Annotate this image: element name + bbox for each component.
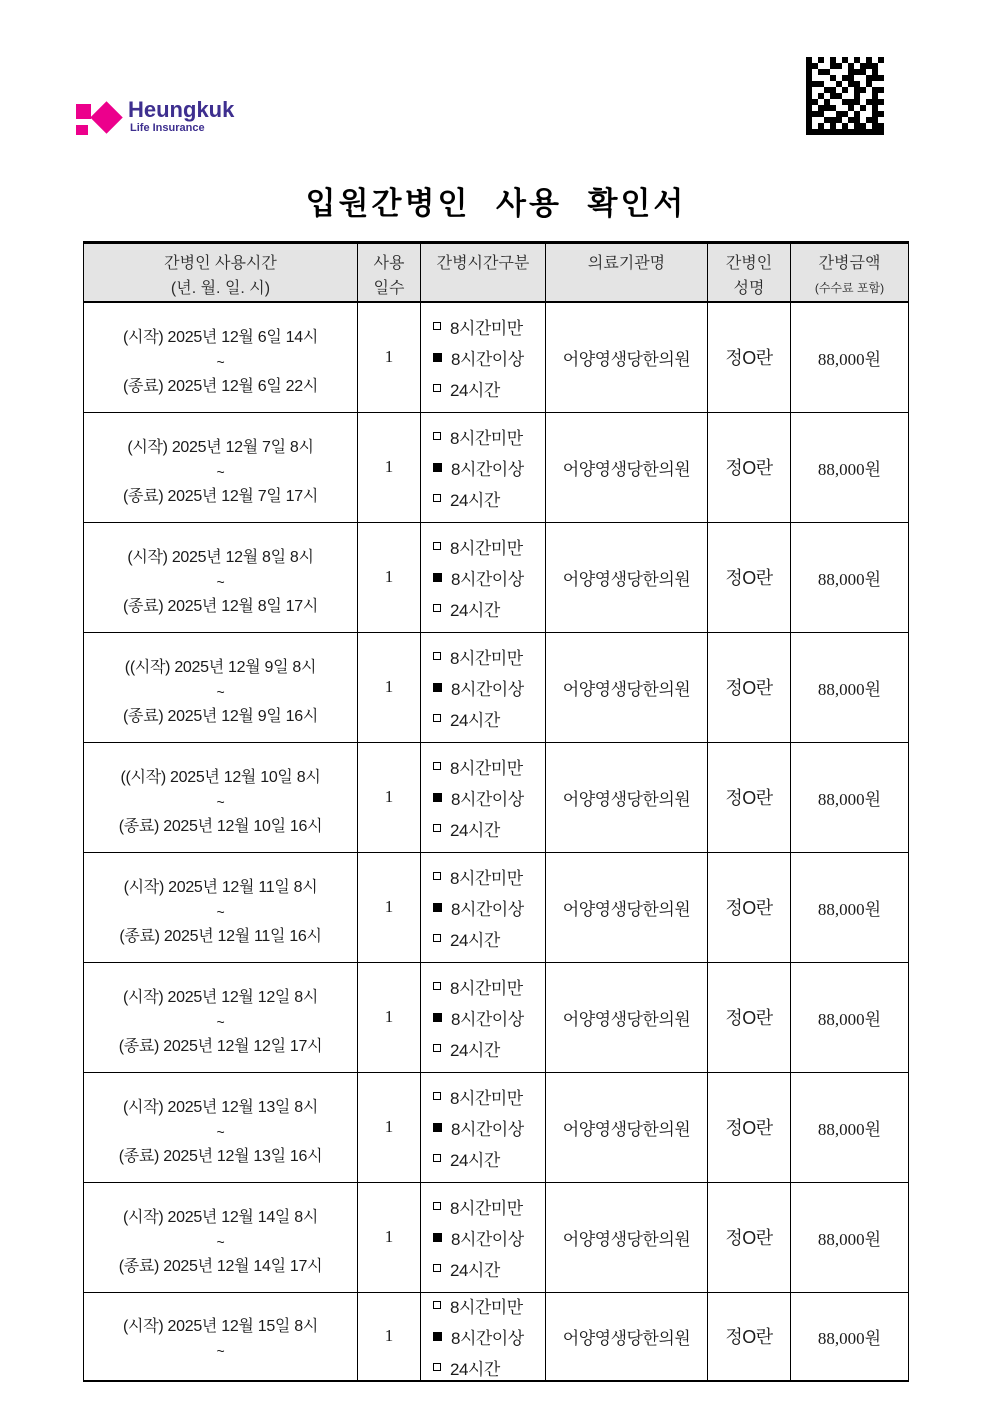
checkbox-checked-icon (433, 1123, 442, 1132)
checkbox-option (433, 644, 545, 669)
hospital-cell: 어양영생당한의원 (546, 962, 708, 1072)
header-days-line1: 사용 (373, 255, 405, 272)
checkbox-label: 24시간 (450, 820, 500, 840)
days-cell: 1 (358, 412, 421, 522)
usage-time-cell (84, 302, 358, 412)
checkbox-option (433, 1324, 545, 1349)
days-cell: 1 (358, 522, 421, 632)
amount-cell: 88,000원 (791, 852, 909, 962)
table-header (84, 243, 909, 303)
checkbox-label: 8시간이상 (451, 349, 524, 369)
end-time: (종료) 2025년 12월 7일 17시 (123, 487, 318, 505)
checkbox-checked-icon (433, 573, 442, 582)
header-days-line2: 일수 (373, 280, 405, 297)
checkbox-label: 8시간이상 (451, 899, 524, 919)
tilde-separator: ~ (216, 1123, 225, 1140)
checkbox-option (433, 1115, 545, 1140)
checkbox-unchecked-icon (433, 494, 441, 502)
end-time: (종료) 2025년 12월 14일 17시 (118, 1257, 323, 1275)
datamatrix-barcode-icon (806, 57, 884, 135)
caregiver-name-cell: 정O란 (708, 1182, 791, 1292)
amount-cell: 88,000원 (791, 302, 909, 412)
checkbox-option (433, 864, 545, 889)
caregiver-name-cell: 정O란 (708, 852, 791, 962)
tilde-separator: ~ (216, 1233, 225, 1250)
checkbox-checked-icon (433, 1233, 442, 1242)
time-category-cell (421, 962, 546, 1072)
checkbox-label: 24시간 (450, 380, 500, 400)
time-category-cell (421, 1182, 546, 1292)
checkbox-unchecked-icon (433, 1044, 441, 1052)
tilde-separator: ~ (216, 1343, 225, 1359)
end-time: (종료) 2025년 12월 8일 17시 (123, 597, 318, 615)
checkbox-option (433, 314, 545, 339)
checkbox-unchecked-icon (433, 1154, 441, 1162)
checkbox-unchecked-icon (433, 1363, 441, 1371)
checkbox-label: 8시간미만 (450, 868, 523, 888)
checkbox-label: 8시간이상 (451, 1119, 524, 1139)
checkbox-label: 24시간 (450, 710, 500, 730)
checkbox-label: 8시간미만 (450, 428, 523, 448)
amount-cell: 88,000원 (791, 632, 909, 742)
start-time: (시작) 2025년 12월 12일 8시 (123, 988, 318, 1006)
time-category-cell (421, 522, 546, 632)
checkbox-option (433, 1005, 545, 1030)
checkbox-label: 8시간미만 (450, 1088, 523, 1108)
usage-time-cell (84, 1292, 358, 1381)
checkbox-unchecked-icon (433, 934, 441, 942)
checkbox-option (433, 754, 545, 779)
checkbox-option (433, 1355, 545, 1380)
checkbox-label: 8시간이상 (451, 569, 524, 589)
days-cell: 1 (358, 632, 421, 742)
tilde-separator: ~ (216, 903, 225, 920)
checkbox-label: 8시간이상 (451, 679, 524, 699)
end-time: (종료) 2025년 12월 10일 16시 (118, 817, 323, 835)
table-row (84, 1292, 909, 1381)
hospital-cell: 어양영생당한의원 (546, 1182, 708, 1292)
usage-time-cell (84, 1072, 358, 1182)
table-row (84, 522, 909, 632)
start-time: (시작) 2025년 12월 15일 8시 (123, 1318, 318, 1335)
end-time: (종료) 2025년 12월 12일 17시 (118, 1037, 323, 1055)
checkbox-unchecked-icon (433, 542, 441, 550)
checkbox-checked-icon (433, 1332, 442, 1341)
checkbox-label: 8시간이상 (451, 1328, 524, 1348)
tilde-separator: ~ (216, 463, 225, 480)
checkbox-unchecked-icon (433, 714, 441, 722)
days-cell: 1 (358, 1072, 421, 1182)
checkbox-label: 8시간미만 (450, 978, 523, 998)
tilde-separator: ~ (216, 793, 225, 810)
tilde-separator: ~ (216, 573, 225, 590)
start-time: (시작) 2025년 12월 7일 8시 (127, 438, 314, 456)
tilde-separator: ~ (216, 1013, 225, 1030)
checkbox-option (433, 1036, 545, 1061)
checkbox-label: 8시간이상 (451, 1229, 524, 1249)
checkbox-label: 8시간미만 (450, 758, 523, 778)
time-category-cell (421, 852, 546, 962)
header-hospital: 의료기관명 (546, 243, 708, 303)
checkbox-option (433, 1225, 545, 1250)
days-cell: 1 (358, 962, 421, 1072)
time-category-cell (421, 412, 546, 522)
start-time: ((시작) 2025년 12월 9일 8시 (124, 658, 317, 676)
usage-time-cell (84, 852, 358, 962)
tilde-separator: ~ (216, 683, 225, 700)
header-usage-time-line2: (년. 월. 일. 시) (170, 280, 271, 297)
checkbox-label: 8시간이상 (451, 789, 524, 809)
checkbox-option (433, 675, 545, 700)
checkbox-option (433, 816, 545, 841)
start-time: (시작) 2025년 12월 8일 8시 (127, 548, 314, 566)
usage-time-cell (84, 1182, 358, 1292)
checkbox-unchecked-icon (433, 652, 441, 660)
usage-time-cell (84, 632, 358, 742)
barcode-module (878, 129, 884, 135)
checkbox-unchecked-icon (433, 762, 441, 770)
heungkuk-logo (76, 97, 316, 141)
checkbox-option (433, 785, 545, 810)
days-cell: 1 (358, 742, 421, 852)
checkbox-label: 8시간미만 (450, 318, 523, 338)
hospital-cell: 어양영생당한의원 (546, 742, 708, 852)
hospital-cell: 어양영생당한의원 (546, 852, 708, 962)
caregiver-name-cell: 정O란 (708, 1292, 791, 1381)
checkbox-label: 8시간미만 (450, 648, 523, 668)
checkbox-option (433, 895, 545, 920)
caregiver-usage-table (83, 241, 909, 1382)
header-usage-time (84, 243, 358, 303)
tilde-separator: ~ (216, 353, 225, 370)
start-time: (시작) 2025년 12월 11일 8시 (123, 878, 318, 896)
checkbox-option (433, 486, 545, 511)
header-caregiver (708, 243, 791, 303)
logo-diamond-icon (90, 101, 123, 134)
checkbox-option (433, 1256, 545, 1281)
header-amount-line1: 간병금액 (818, 255, 881, 272)
end-time: (종료) 2025년 12월 11일 16시 (119, 927, 322, 945)
checkbox-label: 8시간미만 (450, 1297, 523, 1317)
header-caregiver-line2: 성명 (733, 280, 765, 297)
checkbox-option (433, 376, 545, 401)
checkbox-option (433, 706, 545, 731)
checkbox-label: 8시간미만 (450, 538, 523, 558)
header-amount-line2: (수수료 포함) (814, 281, 885, 295)
time-category-cell (421, 1292, 546, 1381)
checkbox-unchecked-icon (433, 872, 441, 880)
start-time: (시작) 2025년 12월 6일 14시 (123, 328, 318, 346)
caregiver-name-cell: 정O란 (708, 1072, 791, 1182)
caregiver-name-cell: 정O란 (708, 302, 791, 412)
checkbox-option (433, 1146, 545, 1171)
end-time: (종료) 2025년 12월 6일 22시 (123, 377, 318, 395)
checkbox-option (433, 1084, 545, 1109)
checkbox-option (433, 926, 545, 951)
checkbox-unchecked-icon (433, 604, 441, 612)
table-row (84, 962, 909, 1072)
start-time: (시작) 2025년 12월 13일 8시 (123, 1098, 318, 1116)
table-row (84, 412, 909, 522)
checkbox-unchecked-icon (433, 432, 441, 440)
checkbox-label: 24시간 (450, 1359, 500, 1379)
usage-time-cell (84, 412, 358, 522)
logo-square-small-icon (76, 125, 88, 135)
start-time: (시작) 2025년 12월 14일 8시 (123, 1208, 318, 1226)
brand-tagline: Life Insurance (130, 122, 205, 134)
checkbox-unchecked-icon (433, 1301, 441, 1309)
caregiver-name-cell: 정O란 (708, 742, 791, 852)
brand-name: Heungkuk (128, 97, 235, 122)
start-time: ((시작) 2025년 12월 10일 8시 (120, 768, 321, 786)
header-usage-time-line1: 간병인 사용시간 (164, 255, 277, 272)
header-days (358, 243, 421, 303)
checkbox-unchecked-icon (433, 824, 441, 832)
checkbox-option (433, 455, 545, 480)
amount-cell: 88,000원 (791, 1182, 909, 1292)
checkbox-option (433, 1194, 545, 1219)
end-time: (종료) 2025년 12월 9일 16시 (123, 707, 318, 725)
checkbox-unchecked-icon (433, 982, 441, 990)
caregiver-name-cell: 정O란 (708, 632, 791, 742)
logo-square-icon (76, 104, 91, 119)
checkbox-unchecked-icon (433, 322, 441, 330)
amount-cell: 88,000원 (791, 412, 909, 522)
days-cell: 1 (358, 1182, 421, 1292)
time-category-cell (421, 302, 546, 412)
checkbox-checked-icon (433, 353, 442, 362)
checkbox-unchecked-icon (433, 384, 441, 392)
amount-cell: 88,000원 (791, 522, 909, 632)
checkbox-label: 8시간이상 (451, 459, 524, 479)
checkbox-checked-icon (433, 903, 442, 912)
header-amount (791, 243, 909, 303)
table-row (84, 1182, 909, 1292)
checkbox-checked-icon (433, 463, 442, 472)
amount-cell: 88,000원 (791, 1292, 909, 1381)
hospital-cell: 어양영생당한의원 (546, 412, 708, 522)
checkbox-checked-icon (433, 683, 442, 692)
amount-cell: 88,000원 (791, 742, 909, 852)
usage-time-cell (84, 522, 358, 632)
page-title: 입원간병인 사용 확인서 (305, 186, 687, 221)
checkbox-label: 24시간 (450, 1040, 500, 1060)
hospital-cell: 어양영생당한의원 (546, 522, 708, 632)
header-time-category: 간병시간구분 (421, 243, 546, 303)
usage-time-cell (84, 962, 358, 1072)
time-category-cell (421, 1072, 546, 1182)
amount-cell: 88,000원 (791, 962, 909, 1072)
amount-cell: 88,000원 (791, 1072, 909, 1182)
time-category-cell (421, 632, 546, 742)
table-row (84, 742, 909, 852)
checkbox-label: 24시간 (450, 1150, 500, 1170)
checkbox-label: 24시간 (450, 930, 500, 950)
days-cell: 1 (358, 1292, 421, 1381)
checkbox-checked-icon (433, 1013, 442, 1022)
table-row (84, 852, 909, 962)
checkbox-unchecked-icon (433, 1202, 441, 1210)
checkbox-unchecked-icon (433, 1264, 441, 1272)
hospital-cell: 어양영생당한의원 (546, 302, 708, 412)
checkbox-label: 24시간 (450, 1260, 500, 1280)
caregiver-name-cell: 정O란 (708, 412, 791, 522)
checkbox-unchecked-icon (433, 1092, 441, 1100)
checkbox-option (433, 424, 545, 449)
table-row (84, 1072, 909, 1182)
caregiver-name-cell: 정O란 (708, 522, 791, 632)
table-row (84, 632, 909, 742)
checkbox-option (433, 534, 545, 559)
checkbox-label: 8시간이상 (451, 1009, 524, 1029)
checkbox-option (433, 1293, 545, 1318)
checkbox-option (433, 974, 545, 999)
days-cell: 1 (358, 852, 421, 962)
days-cell: 1 (358, 302, 421, 412)
checkbox-checked-icon (433, 793, 442, 802)
checkbox-label: 24시간 (450, 490, 500, 510)
checkbox-option (433, 596, 545, 621)
usage-time-cell (84, 742, 358, 852)
hospital-cell: 어양영생당한의원 (546, 632, 708, 742)
checkbox-label: 24시간 (450, 600, 500, 620)
caregiver-name-cell: 정O란 (708, 962, 791, 1072)
end-time: (종료) 2025년 12월 13일 16시 (118, 1147, 323, 1165)
table-body (84, 302, 909, 1381)
header-caregiver-line1: 간병인 (725, 255, 773, 272)
time-category-cell (421, 742, 546, 852)
checkbox-label: 8시간미만 (450, 1198, 523, 1218)
checkbox-option (433, 345, 545, 370)
checkbox-option (433, 565, 545, 590)
hospital-cell: 어양영생당한의원 (546, 1072, 708, 1182)
hospital-cell: 어양영생당한의원 (546, 1292, 708, 1381)
table-row (84, 302, 909, 412)
